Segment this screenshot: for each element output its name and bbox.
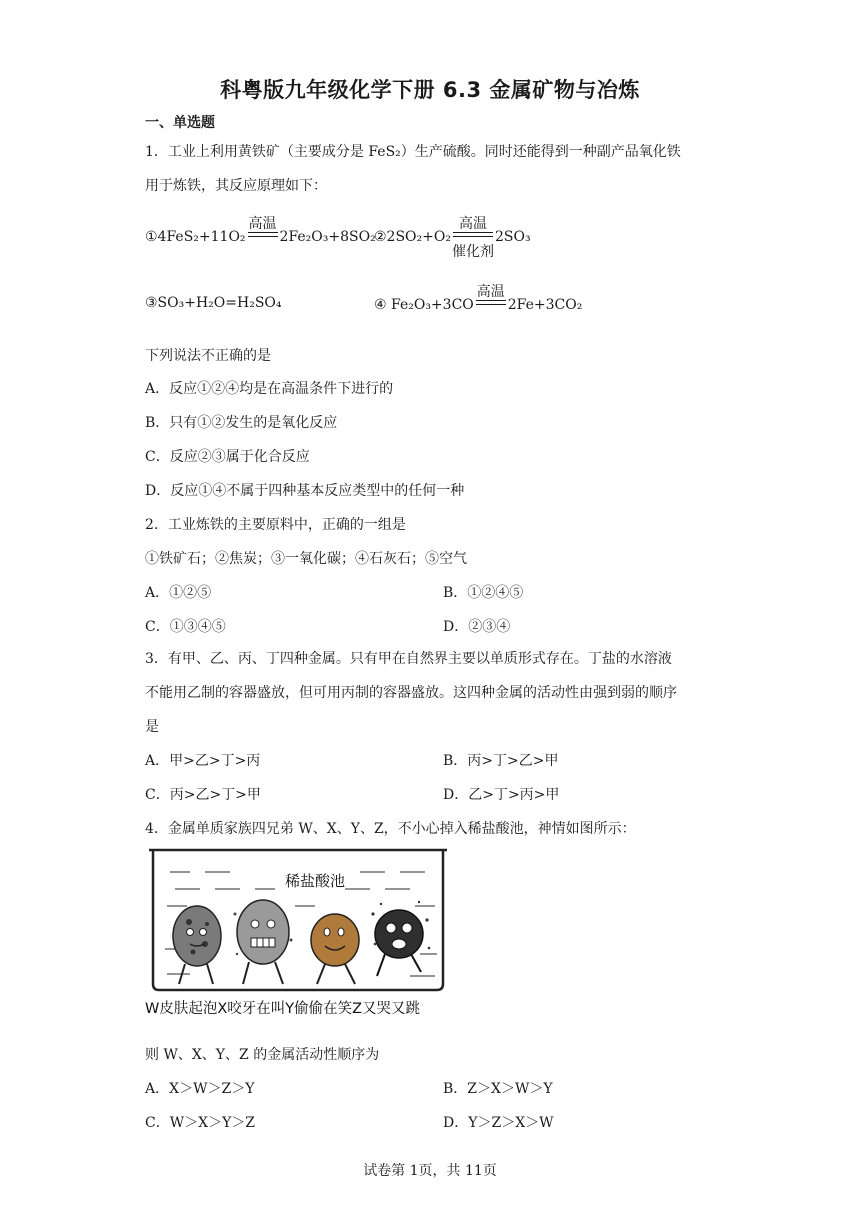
q2-option-a[interactable]: A．①②⑤ bbox=[145, 585, 212, 601]
q3-option-c[interactable]: C．丙>乙>丁>甲 bbox=[145, 787, 261, 803]
reaction-1-condition bbox=[248, 216, 278, 241]
reaction-4-condition bbox=[476, 284, 506, 309]
q2-option-b[interactable]: B．①②④⑤ bbox=[443, 585, 524, 601]
reaction-1-products: 2Fe₂O₃+8SO₂ bbox=[279, 229, 376, 245]
reaction-4-condition-label: 高温 bbox=[476, 284, 505, 300]
q3-stem-line2: 不能用乙制的容器盛放，但可用丙制的容器盛放。这四种金属的活动性由强到弱的顺序 bbox=[145, 685, 677, 701]
page-footer: 试卷第 1页，共 11页 bbox=[363, 1163, 497, 1179]
section-heading: 一、单选题 bbox=[145, 115, 215, 131]
figure-caption: W皮肤起泡X咬牙在叫Y偷偷在笑Z又哭又跳 bbox=[145, 1001, 421, 1017]
q4-option-a[interactable]: A．X＞W＞Z＞Y bbox=[145, 1081, 255, 1097]
q3-option-d[interactable]: D．乙>丁>丙>甲 bbox=[443, 787, 560, 803]
q4-option-c[interactable]: C．W＞X＞Y＞Z bbox=[145, 1115, 256, 1131]
reaction-2-condition bbox=[451, 216, 494, 260]
q4-option-d[interactable]: D．Y＞Z＞X＞W bbox=[443, 1115, 554, 1131]
q3-option-a[interactable]: A．甲>乙>丁>丙 bbox=[145, 753, 261, 769]
equals-bar bbox=[453, 232, 493, 237]
q1-option-c[interactable]: C．反应②③属于化合反应 bbox=[145, 449, 310, 465]
q2-stem: 2．工业炼铁的主要原料中，正确的一组是 bbox=[145, 517, 406, 533]
q1-option-b[interactable]: B．只有①②发生的是氧化反应 bbox=[145, 415, 338, 431]
q2-items: ①铁矿石；②焦炭；③一氧化碳；④石灰石；⑤空气 bbox=[145, 551, 467, 567]
figure-label: 稀盐酸池 bbox=[285, 872, 346, 890]
equals-bar bbox=[248, 232, 278, 237]
reaction-4-reactants: ④ Fe₂O₃+3CO bbox=[374, 297, 474, 313]
q1-reaction-1 bbox=[145, 216, 376, 245]
q4-stem: 4．金属单质家族四兄弟 W、X、Y、Z，不小心掉入稀盐酸池，神情如图所示： bbox=[145, 821, 636, 837]
q2-option-c[interactable]: C．①③④⑤ bbox=[145, 619, 226, 635]
q1-stem-line2: 用于炼铁，其反应原理如下： bbox=[145, 178, 327, 194]
reaction-1-reactants: ①4FeS₂+11O₂ bbox=[145, 229, 246, 245]
reaction-2-condition-top: 高温 bbox=[458, 216, 487, 232]
acid-pool-figure bbox=[145, 844, 455, 1019]
q1-reaction-2 bbox=[374, 216, 531, 260]
q2-option-d[interactable]: D．②③④ bbox=[443, 619, 511, 635]
acid-pool-illustration bbox=[145, 844, 455, 1019]
q4-option-b[interactable]: B．Z＞X＞W＞Y bbox=[443, 1081, 553, 1097]
q1-reaction-3: ③SO₃+H₂O=H₂SO₄ bbox=[145, 295, 282, 311]
page-title: 科粤版九年级化学下册 6.3 金属矿物与冶炼 bbox=[220, 78, 640, 102]
q1-prompt: 下列说法不正确的是 bbox=[145, 348, 271, 364]
q3-option-b[interactable]: B．丙>丁>乙>甲 bbox=[443, 753, 559, 769]
reaction-1-condition-label: 高温 bbox=[248, 216, 277, 232]
reaction-2-reactants: ②2SO₂+O₂ bbox=[374, 229, 451, 245]
equals-bar bbox=[476, 300, 506, 305]
q1-option-a[interactable]: A．反应①②④均是在高温条件下进行的 bbox=[145, 381, 394, 397]
q3-stem-line1: 3．有甲、乙、丙、丁四种金属。只有甲在自然界主要以单质形式存在。丁盐的水溶液 bbox=[145, 651, 672, 667]
reaction-2-products: 2SO₃ bbox=[494, 229, 531, 245]
q1-reaction-4 bbox=[374, 284, 583, 313]
q4-prompt: 则 W、X、Y、Z 的金属活动性顺序为 bbox=[145, 1047, 380, 1063]
q1-option-d[interactable]: D．反应①④不属于四种基本反应类型中的任何一种 bbox=[145, 483, 465, 499]
reaction-2-condition-bottom: 催化剂 bbox=[451, 244, 494, 260]
reaction-4-products: 2Fe+3CO₂ bbox=[507, 297, 583, 313]
q1-stem-line1: 1．工业上利用黄铁矿（主要成分是 FeS₂）生产硫酸。同时还能得到一种副产品氧化铁 bbox=[145, 144, 681, 160]
q3-stem-line3: 是 bbox=[145, 719, 159, 735]
